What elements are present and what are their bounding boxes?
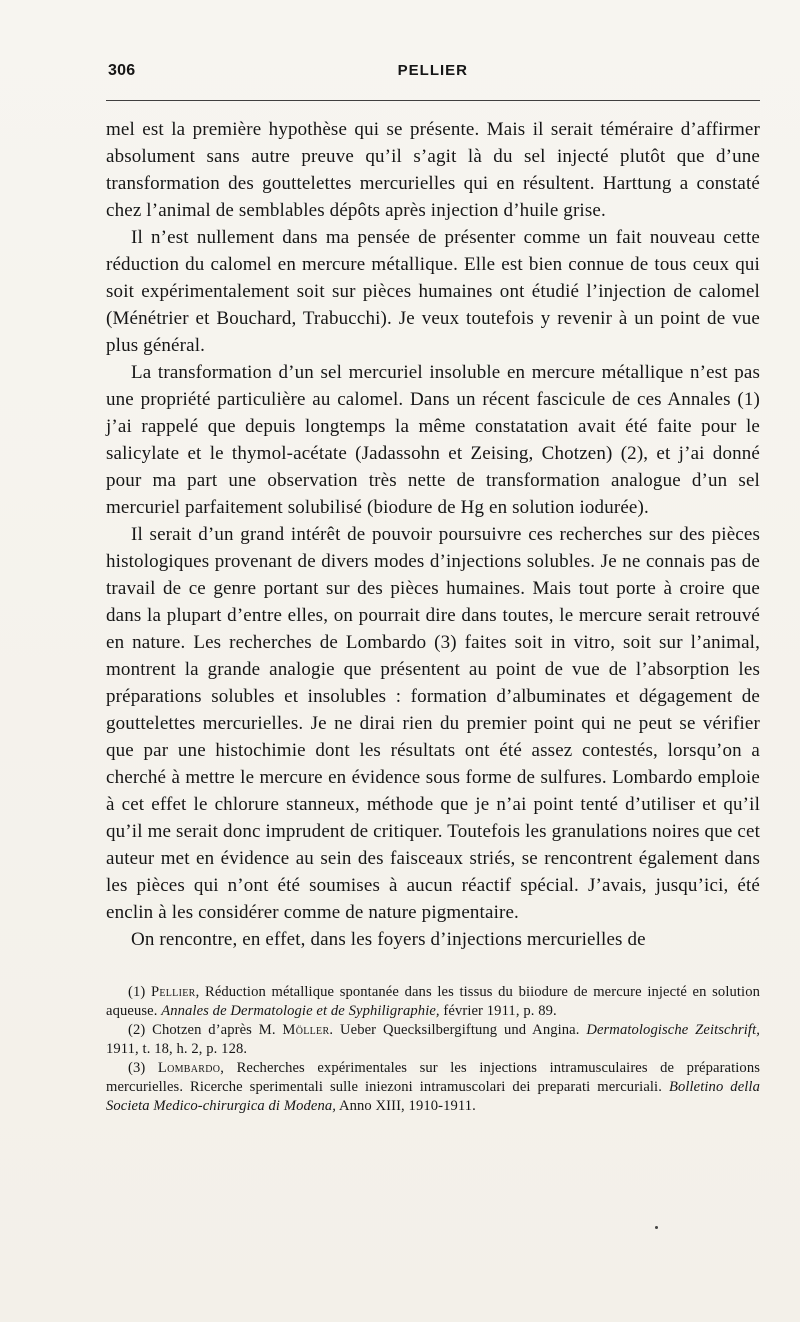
footnotes [106, 983, 760, 1116]
footnote-number: (1) [128, 984, 146, 1000]
footnote-3 [106, 1059, 760, 1116]
body-text [106, 116, 760, 953]
footnote-author: Möller [282, 1022, 330, 1038]
footnote-author: Lombardo [157, 1060, 221, 1076]
running-head: PELLIER [397, 62, 468, 79]
footnote-text: 1911, t. 18, h. 2, p. 128. [106, 1041, 248, 1057]
footnote-text: Anno XIII, 1910-1911. [336, 1098, 476, 1114]
paragraph: La transformation d’un sel mercuriel insoluble en mercure métallique n’est pas une propriété particulière au calomel. Dans un récent fascicule de ces Annales (1) j’ai rappelé que depuis longtemps la même constatation avait été faite pour le salicylate et le thymol-acétate (Jadassohn et Zeising, Chotzen) (2), et j’ai donné pour ma part une observation très nette de transformation analogue d’un sel mercuriel parfaitement solubilisé (biodure de Hg en solution iodurée). [106, 362, 760, 518]
paragraph: On rencontre, en effet, dans les foyers d’injections mercurielles de [131, 929, 646, 950]
ink-mark [655, 1226, 658, 1229]
paragraph: Il n’est nullement dans ma pensée de présenter comme un fait nouveau cette réduction du calomel en mercure métallique. Elle est bien connue de tous ceux qui soit expérimentalement soit sur pièces humaines ont étudié l’injection de calomel (Ménétrier et Bouchard, Trabucchi). Je veux toutefois y revenir à un point de vue plus général. [106, 227, 760, 356]
footnote-journal: Dermatologische Zeitschrift, [586, 1022, 760, 1038]
footnote-text: , Recherches expérimentales sur les injections intramusculaires de préparations mercurielles. Ricerche sperimentali sulle iniezoni intramuscolari dei preparati mercuriali. [106, 1060, 760, 1095]
footnote-2 [106, 1021, 760, 1059]
footnote-journal: Bolletino della Societa Medico-chirurgica di Modena, [106, 1079, 760, 1114]
footnote-text: Chotzen d’après M. [152, 1022, 283, 1038]
footnote-journal: Annales de Dermatologie et de Syphiligraphie, [161, 1003, 440, 1019]
footnote-number: (3) [128, 1060, 146, 1076]
footnote-text: , Réduction métallique spontanée dans les tissus du biiodure de mercure injecté en solution aqueuse. [106, 984, 760, 1019]
footnote-number: (2) [128, 1022, 146, 1038]
footnote-text: février 1911, p. 89. [439, 1003, 557, 1019]
footnote-author: Pellier [150, 984, 196, 1000]
page-number: 306 [108, 62, 136, 79]
paragraph: Il serait d’un grand intérêt de pouvoir poursuivre ces recherches sur des pièces histologiques provenant de divers modes d’injections solubles. Je ne connais pas de travail de ce genre portant sur des pièces humaines. Mais tout porte à croire que dans la plupart d’entre elles, on pourrait dire dans toutes, le mercure serait retrouvé en nature. Les recherches de Lombardo (3) faites soit in vitro, soit sur l’animal, montrent la grande analogie que présentent au point de vue de l’absorption les préparations solubles et insolubles : formation d’albuminates et dégagement de gouttelettes mercurielles. Je ne dirai rien du premier point qui ne peut se vérifier que par une histochimie dont les résultats ont été assez contestés, lorsqu’on a cherché à mettre le mercure en évidence sous forme de sulfures. Lombardo emploie à cet effet le chlorure stanneux, méthode que je n’ai point tenté d’utiliser et qu’il qu’il me serait donc imprudent de critiquer. Toutefois les granulations noires que cet auteur met en évidence au sein des faisceaux striés, se rencontrent également dans les pièces qui n’ont été soumises à aucun réactif spécial. J’avais, jusqu’ici, été enclin à les considérer comme de nature pigmentaire. [106, 524, 760, 923]
header-rule [106, 100, 760, 101]
page-header [108, 62, 758, 92]
footnote-1 [106, 983, 760, 1021]
paragraph: mel est la première hypothèse qui se présente. Mais il serait téméraire d’affirmer absolument sans autre preuve qu’il s’agit là du sel injecté plutôt que d’une transformation des gouttelettes mercurielles qui en résultent. Harttung a constaté chez l’animal de semblables dépôts après injection d’huile grise. [106, 119, 760, 221]
footnote-text: . Ueber Quecksilbergiftung und Angina. [329, 1022, 587, 1038]
